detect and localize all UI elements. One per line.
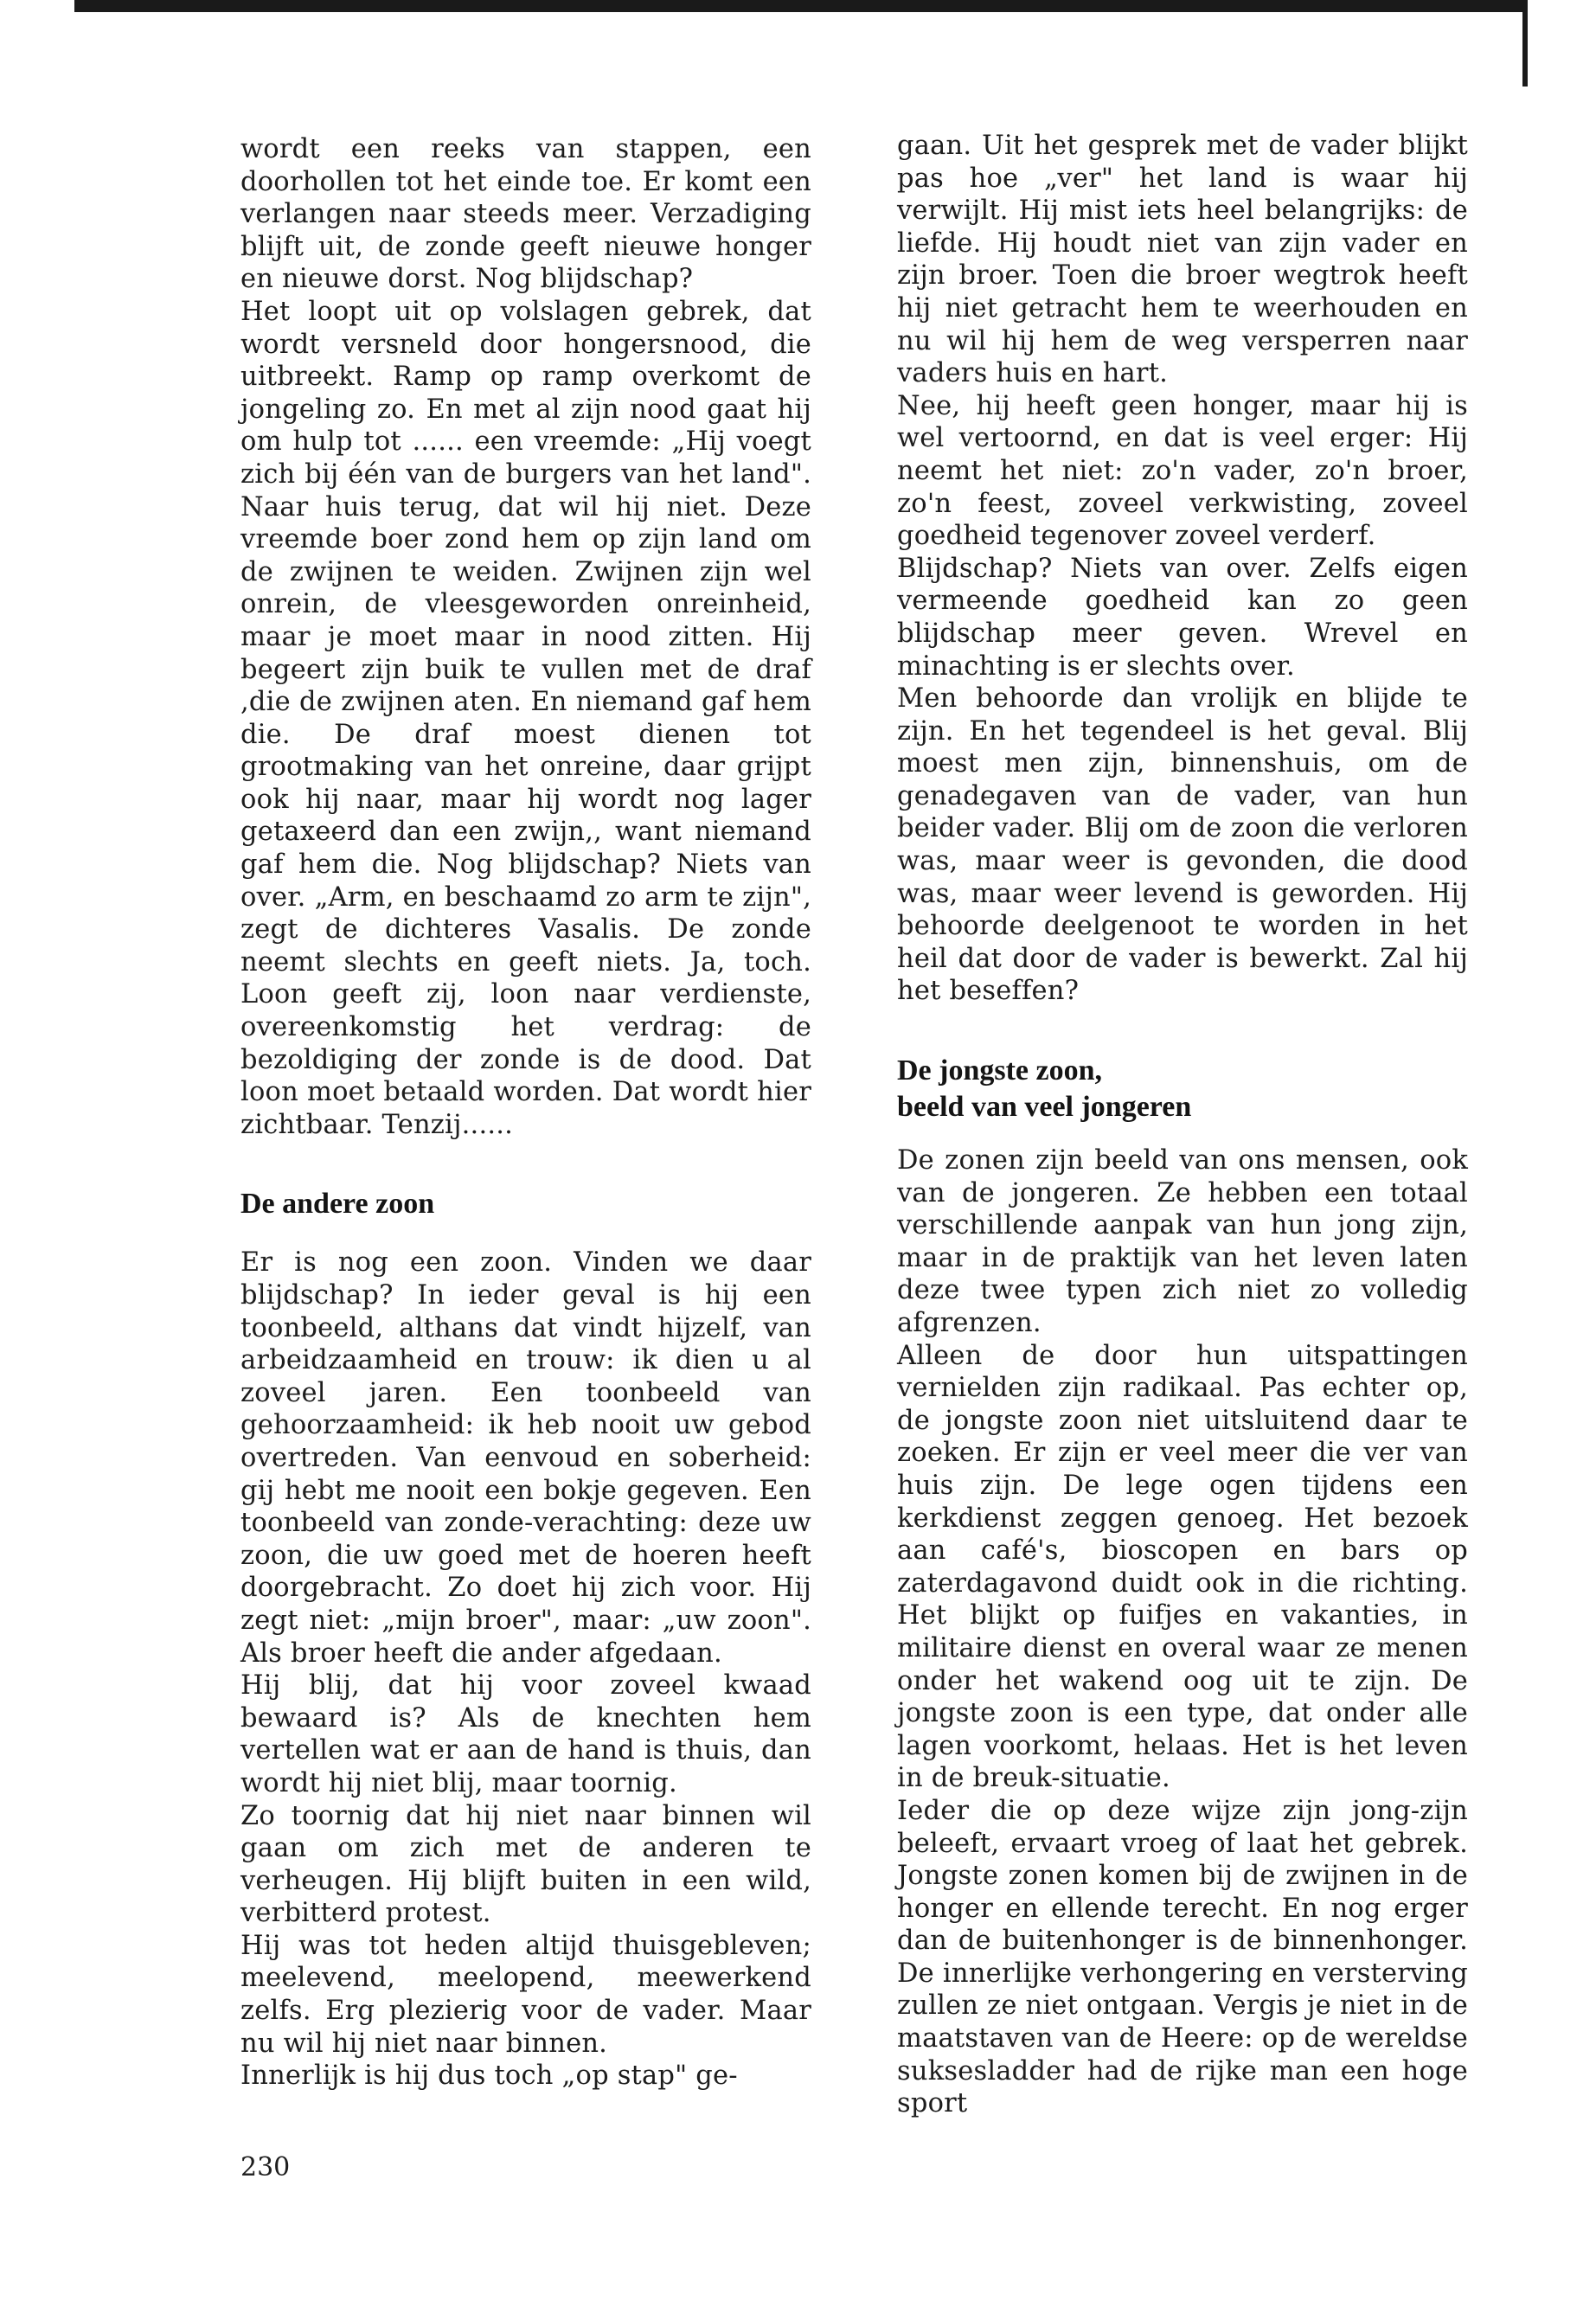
top-border-rule xyxy=(74,0,1528,12)
paragraph: Hij was tot heden altijd thuisgebleven; meelevend, meelopend, meewerkend zelfs. Erg plezierig voor de vader. Maar nu wil hij niet naar binnen. xyxy=(240,1930,811,2059)
page-number: 230 xyxy=(240,2152,291,2182)
paragraph: Zo toornig dat hij niet naar binnen wil gaan om zich met de anderen te verheugen. Hij blijft buiten in een wild, verbitterd protest. xyxy=(240,1800,811,1929)
paragraph: De zonen zijn beeld van ons mensen, ook van de jongeren. Ze hebben een totaal verschillende aanpak van hun jong zijn, maar in de praktijk van het leven laten deze twee typen zich niet zo volledig afgrenzen. xyxy=(897,1145,1468,1338)
paragraph: Innerlijk is hij dus toch „op stap" ge- xyxy=(240,2061,738,2092)
paragraph: Het loopt uit op volslagen gebrek, dat wordt versneld door hongersnood, die uitbreekt. Ramp op ramp overkomt de jongeling zo. En met al zijn nood gaat hij om hulp tot ...... een vreemde: „Hij voegt zich bij één van de burgers van het land". Naar huis terug, dat wil hij niet. Deze vreemde boer zond hem op zijn land om de zwijnen te weiden. Zwijnen zijn wel onrein, de vleesgeworden onreinheid, maar je moet maar in nood zitten. Hij begeert zijn buik te vullen met de draf ,die de zwijnen aten. En niemand gaf hem die. De draf moest dienen tot grootmaking van het onreine, daar grijpt ook hij naar, maar hij wordt nog lager getaxeerd dan een zwijn,, want niemand gaf hem die. Nog blijdschap? Niets van over. „Arm, en beschaamd zo arm te zijn", zegt de dichteres Vasalis. De zonde neemt slechts en geeft niets. Ja, toch. Loon geeft zij, loon naar verdienste, overeenkomstig het verdrag: de bezoldiging der zonde is de dood. Dat loon moet betaald worden. Dat wordt hier zichtbaar. Tenzij...... xyxy=(240,296,811,1140)
paragraph: Blijdschap? Niets van over. Zelfs eigen vermeende goedheid kan zo geen blijdschap meer geven. Wrevel en minachting is er slechts over. xyxy=(897,553,1468,682)
heading-line: beeld van veel jongeren xyxy=(897,1091,1192,1124)
right-column xyxy=(897,130,1468,2120)
paragraph: Hij blij, dat hij voor zoveel kwaad bewaard is? Als de knechten hem vertellen wat er aan de hand is thuis, dan wordt hij niet blij, maar toornig. xyxy=(240,1670,811,1798)
paragraph: Ieder die op deze wijze zijn jong-zijn beleeft, ervaart vroeg of laat het gebrek. Jongste zonen komen bij de zwijnen in de honger en ellende terecht. En nog erger dan de buitenhonger is de binnenhonger. De innerlijke verhongering en versterving zullen ze niet ontgaan. Vergis je niet in de maatstaven van de Heere: op de wereldse suksesladder had de rijke man een hoge sport xyxy=(897,1795,1468,2119)
paragraph: Men behoorde dan vrolijk en blijde te zijn. En het tegendeel is het geval. Blij moest men zijn, binnenshuis, om de genadegaven van de vader, van hun beider vader. Blij om de zoon die verloren was, maar weer is gevonden, die dood was, maar weer levend is geworden. Hij behoorde deelgenoot te worden in het heil dat door de vader is bewerkt. Zal hij het beseffen? xyxy=(897,683,1468,1007)
section-heading-andere-zoon: De andere zoon xyxy=(240,1188,435,1221)
paragraph: Nee, hij heeft geen honger, maar hij is wel vertoornd, en dat is veel erger: Hij neemt het niet: zo'n vader, zo'n broer, zo'n feest, zoveel verkwisting, zoveel goedheid tegenover zoveel verderf. xyxy=(897,390,1468,552)
paragraph: Alleen de door hun uitspattingen vernielden zijn radikaal. Pas echter op, de jongste zoon niet uitsluitend daar te zoeken. Er zijn er veel meer die ver van huis zijn. De lege ogen tijdens een kerkdienst zeggen genoeg. Het bezoek aan café's, bioscopen en bars op zaterdagavond duidt ook in die richting. Het blijkt op fuifjes en vakanties, in militaire dienst en overal waar ze menen onder het wakend oog uit te zijn. De jongste zoon is een type, dat onder alle lagen voorkomt, helaas. Het is het leven in de breuk-situatie. xyxy=(897,1340,1468,1794)
right-border-rule xyxy=(1522,0,1528,87)
paragraph: wordt een reeks van stappen, een doorhollen tot het einde toe. Er komt een verlangen naar steeds meer. Verzadiging blijft uit, de zonde geeft nieuwe honger en nieuwe dorst. Nog blijdschap? xyxy=(240,134,811,295)
heading-line: De jongste zoon, xyxy=(897,1054,1103,1087)
paragraph: Er is nog een zoon. Vinden we daar blijdschap? In ieder geval is hij een toonbeeld, althans dat vindt hijzelf, van arbeidzaamheid en trouw: ik dien u al zoveel jaren. Een toonbeeld van gehoorzaamheid: ik heb nooit uw gebod overtreden. Van eenvoud en soberheid: gij hebt me nooit een bokje gegeven. Een toonbeeld van zonde-verachting: deze uw zoon, die uw goed met de hoeren heeft doorgebracht. Zo doet hij zich voor. Hij zegt niet: „mijn broer", maar: „uw zoon". Als broer heeft die ander afgedaan. xyxy=(240,1247,811,1669)
paragraph: gaan. Uit het gesprek met de vader blijkt pas hoe „ver" het land is waar hij verwijlt. Hij mist iets heel belangrijks: de liefde. Hij houdt niet van zijn vader en zijn broer. Toen die broer wegtrok heeft hij niet getracht hem te weerhouden en nu wil hij hem de weg versperren naar vaders huis en hart. xyxy=(897,131,1468,389)
left-column xyxy=(240,133,811,2093)
section-heading-jongste-zoon xyxy=(897,1053,1468,1125)
